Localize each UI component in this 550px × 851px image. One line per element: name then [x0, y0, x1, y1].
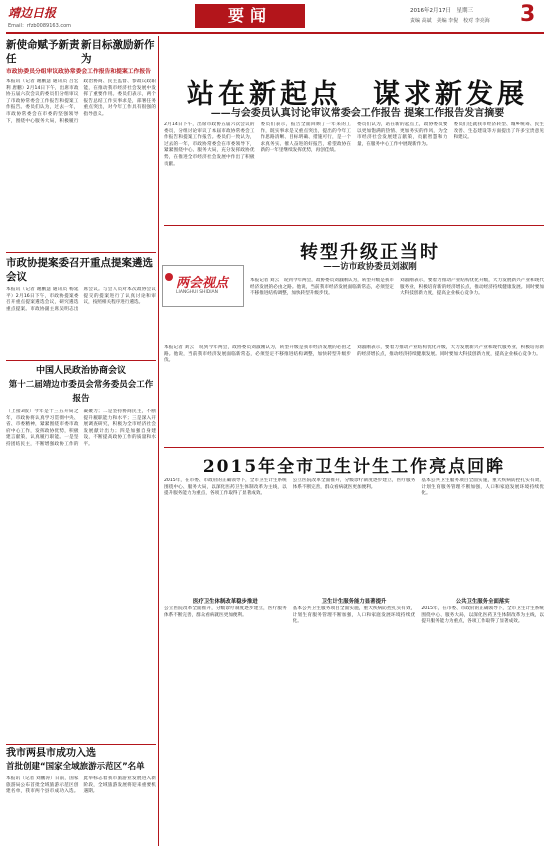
- transform-body-top: [250, 278, 544, 340]
- health-paragraph: 公立医院改革全面推开，分级诊疗制度逐步建立，医疗服务体系不断完善，群众看病就医更加便利。: [292, 478, 416, 490]
- section-banner: 要闻: [195, 4, 305, 28]
- main-body-col-4: 委员们还就我市经济转型、城乡统筹、民生改善、生态建设等方面提出了许多宝贵意见和建议。: [453, 122, 544, 141]
- transform-body-col-1: 本报记者 刘云 说到今年两会，政协委员刘淑刚认为，转型升级是我市经济发展的必由之路。他说，当前我市经济发展面临新常态，必须坚定不移推进结构调整，加快转型升级步伐。: [250, 278, 394, 297]
- article-cppcc-report: [6, 364, 156, 759]
- article-body: 本报讯（记者 谢鹏慧 通讯员 杨延平）2月16日下午，市政协提案委召开重点提案遴选会议，研究遴选重点提案。市政协副主席吴明志出席会议。与会人员对本次政协会议提交的提案进行了认真讨论和审议，按照相关程序进行遴选。: [6, 287, 156, 312]
- masthead-email: Email：rfzb0089163.com: [8, 23, 72, 29]
- health-col-2: [293, 478, 416, 826]
- article-headline: 2015年全市卫生计生工作亮点回眸: [202, 457, 506, 477]
- article-subheadline: ——访市政协委员刘淑刚: [323, 262, 417, 272]
- divider: [6, 252, 156, 253]
- main-body-col-3: 委员们认为，站在新的起点上，政协委员要以更加饱满的热情、更加务实的作风，为全市经济社会发展建言献策，贡献智慧和力量，在服务中心工作中展现新作为。: [357, 122, 448, 147]
- page-number: 3: [520, 2, 536, 27]
- logo-dot-icon: [165, 273, 173, 281]
- header-rule: [6, 32, 544, 34]
- article-headline-b: 新目标激励新作为: [81, 39, 155, 65]
- divider: [6, 744, 156, 745]
- article-body: 本报讯（记者 刘鹏涛）日前，国家旅游局公布首批全域旅游示范区创建名单，我市两个县市成功入选。此举标志着我市旅游业发展进入新阶段，全域旅游发展将迎来重要机遇期。: [6, 776, 156, 795]
- article-body: （上接3版）今年是十三五开局之年，市政协将认真学习贯彻中央、省、市委精神，紧紧围绕市委市政府中心工作，发挥政协优势，积极建言献策，认真履行职能。一是坚持团结民主，不断增强政协工作的凝聚力；二是坚持协商民主，不断提升履职能力和水平；三是深入开展调查研究，积极为全市经济社会发展献计出力；四是加强自身建设，不断提高政协工作的质量和水平。: [6, 409, 156, 447]
- article-headline-2: 第十二届靖边市委员会常务委员会工作报告: [8, 380, 154, 404]
- transform-body-bottom: [164, 345, 544, 440]
- health-article-body: [164, 478, 544, 826]
- article-headline-a: 新使命赋予新责任: [6, 39, 80, 65]
- divider: [6, 360, 156, 361]
- main-subheadline: ——与会委员认真讨论审议常委会工作报告 提案工作报告发言摘要: [210, 108, 505, 119]
- section-logo: [162, 265, 244, 307]
- dateline: 2016年2月17日 星期三: [410, 8, 473, 14]
- article-headline-2: 首批创建“国家全域旅游示范区”名单: [6, 762, 145, 772]
- health-paragraph: 基本公共卫生服务项目全面实施，重大疾病防控扎实有效，计划生育服务管理不断加强，人口和家庭发展环境持续优化。: [421, 478, 545, 497]
- main-headline: 站在新起点 谋求新发展: [187, 79, 528, 110]
- transform-body-col-3: 本报记者 刘云 说到今年两会，政协委员刘淑刚认为，转型升级是我市经济发展的必由之路。他说，当前我市经济发展面临新常态，必须坚定不移推进结构调整，加快转型升级步伐。: [164, 345, 351, 364]
- health-col-3: [421, 478, 544, 826]
- health-paragraph: 基本公共卫生服务项目全面实施，重大疾病防控扎实有效，计划生育服务管理不断加强，人口和家庭发展环境持续优化。: [292, 606, 416, 625]
- transform-body-col-2: 刘淑刚表示，要着力推动产业结构优化升级，大力发展新兴产业和现代服务业，积极培育新的经济增长点，推动经济持续健康发展。同时要加大科技创新力度，提高企业核心竞争力。: [400, 278, 544, 297]
- article-committee-review: [6, 38, 156, 239]
- editors-line: 责编 高斌 美编 李倪 校对 李亮海: [410, 18, 490, 24]
- column-rule: [158, 36, 159, 846]
- article-headline: 中国人民政治协商会议: [35, 366, 126, 376]
- divider: [164, 447, 544, 448]
- main-body-col-2: 委员们表示，报告全面回顾了一年来的工作，既实事求是又重点突出，提出的今年工作思路清晰、目标明确、措施可行，是一个求真务实、催人奋进的好报告，希望政协在新的一年里继续发挥优势，再创佳绩。: [260, 122, 351, 154]
- article-headline: 转型升级正当时: [300, 242, 440, 263]
- article-headline: 市政协提案委召开重点提案遴选会议: [6, 257, 153, 283]
- divider: [164, 225, 544, 226]
- article-headline: 我市两县市成功入选: [6, 748, 96, 759]
- health-subhead: 医疗卫生体制改革稳步推进: [192, 599, 258, 605]
- health-paragraph: 2015年，在市委、市政府的正确领导下，全市卫生计生系统围绕中心、服务大局，以深化医药卫生体制改革为主线，以提升服务能力为重点，各项工作取得了显著成效。: [421, 606, 545, 625]
- transform-body-col-4: 刘淑刚表示，要着力推动产业结构优化升级，大力发展新兴产业和现代服务业，积极培育新的经济增长点，推动经济持续健康发展。同时要加大科技创新力度，提高企业核心竞争力。: [357, 345, 544, 357]
- article-subtitle: 市政协委员分组审议政协常委会工作报告和提案工作报告: [6, 69, 151, 75]
- health-subhead: 公共卫生服务全面落实: [455, 599, 510, 605]
- article-body: 本报讯（记者 谢鹏慧 通讯员 吕宏利 唐鹏）2月14日下午，出席市政协五届六次会议的委员们分组审议了市政协常委会工作报告和提案工作报告。委员们认为，过去一年，市政协常委会在市委的坚强领导下，围绕中心服务大局，积极履行政治协商、民主监督、参政议政职能，在推动我市经济社会发展中发挥了重要作用。委员们表示，两个报告总结工作实事求是，部署任务重点突出，对今年工作具有很强的指导意义。: [6, 79, 156, 124]
- logo-title: 两会视点: [176, 276, 229, 291]
- logo-english: LIANGHUI SHIDIAN: [176, 290, 219, 295]
- article-proposal-meeting: [6, 256, 156, 372]
- article-tourism: [6, 747, 156, 848]
- health-col-1: [164, 478, 287, 826]
- health-paragraph: 公立医院改革全面推开，分级诊疗制度逐步建立，医疗服务体系不断完善，群众看病就医更加便利。: [164, 606, 287, 618]
- masthead: 靖边日报: [8, 6, 57, 20]
- health-paragraph: 2015年，在市委、市政府的正确领导下，全市卫生计生系统围绕中心、服务大局，以深化医药卫生体制改革为主线，以提升服务能力为重点，各项工作取得了显著成效。: [164, 478, 287, 497]
- health-subhead: 卫生计生服务能力显著提升: [321, 599, 387, 605]
- main-body-col-1: 2月14日下午，出席市政协五届六次会议的委员，分组讨论审议了本届市政协常委会工作报告和提案工作报告。委员们一致认为，过去的一年，市政协常委会在市委领导下，紧紧围绕中心、服务大局，充分发挥政协优势，在推进全市经济社会发展中作出了积极贡献。: [164, 122, 255, 167]
